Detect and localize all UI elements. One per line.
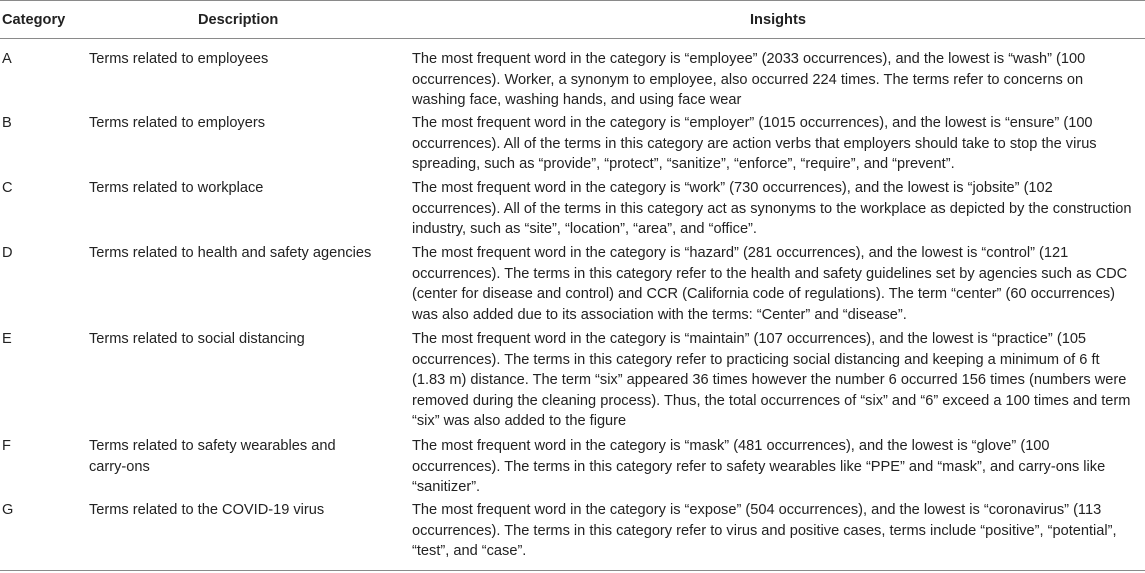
insight-line: occurrences). The terms in this category refer to the health and safety guidelines set by agencies such as CDC (412, 265, 1128, 282)
row-category: B (2, 115, 12, 131)
table-top-rule (0, 0, 1145, 1)
insight-line: occurrences). The terms in this category refer to safety wearables like “PPE” and “mask”, and carry-ons like (412, 458, 1106, 475)
row-category: G (2, 502, 14, 518)
insight-line: occurrences). The terms in this category refer to virus and positive cases, terms include “positive”, “potential”, (412, 522, 1117, 539)
insight-line: The most frequent word in the category is “employer” (1015 occurrences), and the lowest is “ensure” (100 (412, 115, 1093, 131)
row-description: Terms related to workplace (89, 180, 264, 196)
insight-line: occurrences). Worker, a synonym to employee, also occurred 224 times. The terms refer to concerns on (412, 71, 1084, 88)
table-bottom-rule (0, 570, 1145, 571)
header-description: Description (198, 12, 279, 28)
insight-line: The most frequent word in the category is “hazard” (281 occurrences), and the lowest is “control” (121 (412, 245, 1069, 261)
insight-line: “six” was also added to the figure (412, 413, 627, 429)
header-insights: Insights (750, 12, 806, 28)
insight-line: The most frequent word in the category is “mask” (481 occurrences), and the lowest is “glove” (100 (412, 438, 1050, 454)
row-category: D (2, 245, 13, 261)
insight-line: (center for disease and control) and CCR (California code of regulations). The term “center” (60 occurrences) (412, 286, 1115, 302)
insight-line: The most frequent word in the category is “work” (730 occurrences), and the lowest is “jobsite” (102 (412, 180, 1053, 196)
row-description (89, 436, 389, 477)
row-insights (412, 113, 1145, 175)
row-insights (412, 178, 1145, 240)
description-line: Terms related to safety wearables and (89, 438, 336, 454)
row-description: Terms related to employees (89, 51, 269, 67)
insight-line: occurrences). The terms in this category refer to practicing social distancing and keeping a minimum of 6 ft (412, 351, 1100, 368)
header-category: Category (2, 12, 66, 28)
insight-line: was also added due to its association with the terms: “Center” and “disease”. (412, 306, 907, 323)
row-insights (412, 329, 1145, 432)
insight-line: “sanitizer”. (412, 479, 481, 495)
row-description: Terms related to social distancing (89, 331, 305, 347)
insight-line: “test”, and “case”. (412, 543, 527, 559)
row-insights (412, 49, 1145, 111)
insight-line: The most frequent word in the category is “employee” (2033 occurrences), and the lowest is “wash” (100 (412, 51, 1086, 67)
description-line: carry-ons (89, 458, 150, 475)
row-category: E (2, 331, 12, 347)
insight-line: occurrences). All of the terms in this category act as synonyms to the workplace as depicted by the construction (412, 200, 1132, 217)
insight-line: The most frequent word in the category is “expose” (504 occurrences), and the lowest is “coronavirus” (113 (412, 502, 1102, 518)
row-category: A (2, 51, 12, 67)
row-category: F (2, 438, 11, 454)
insight-line: spreading, such as “provide”, “protect”, “sanitize”, “enforce”, “require”, and “prevent”. (412, 156, 955, 172)
insight-line: The most frequent word in the category is “maintain” (107 occurrences), and the lowest is “practice” (105 (412, 331, 1087, 347)
header-bottom-rule (0, 38, 1145, 39)
insight-line: (1.83 m) distance. The term “six” appeared 36 times however the number 6 occurred 156 times (numbers were (412, 372, 1127, 388)
insight-line: washing face, washing hands, and using face wear (412, 92, 742, 108)
row-insights (412, 243, 1145, 325)
insight-line: occurrences). All of the terms in this category are action verbs that employers should take to stop the virus (412, 135, 1097, 152)
row-description: Terms related to employers (89, 115, 266, 131)
insight-line: industry, such as “site”, “location”, “area”, and “office”. (412, 221, 757, 237)
row-description: Terms related to the COVID-19 virus (89, 502, 325, 518)
row-insights (412, 436, 1145, 498)
insight-line: removed during the cleaning process). Thus, the total occurrences of “six” and “6” exceed a 100 times and term (412, 392, 1131, 409)
row-insights (412, 500, 1145, 562)
row-description: Terms related to health and safety agencies (89, 245, 372, 261)
row-category: C (2, 180, 13, 196)
